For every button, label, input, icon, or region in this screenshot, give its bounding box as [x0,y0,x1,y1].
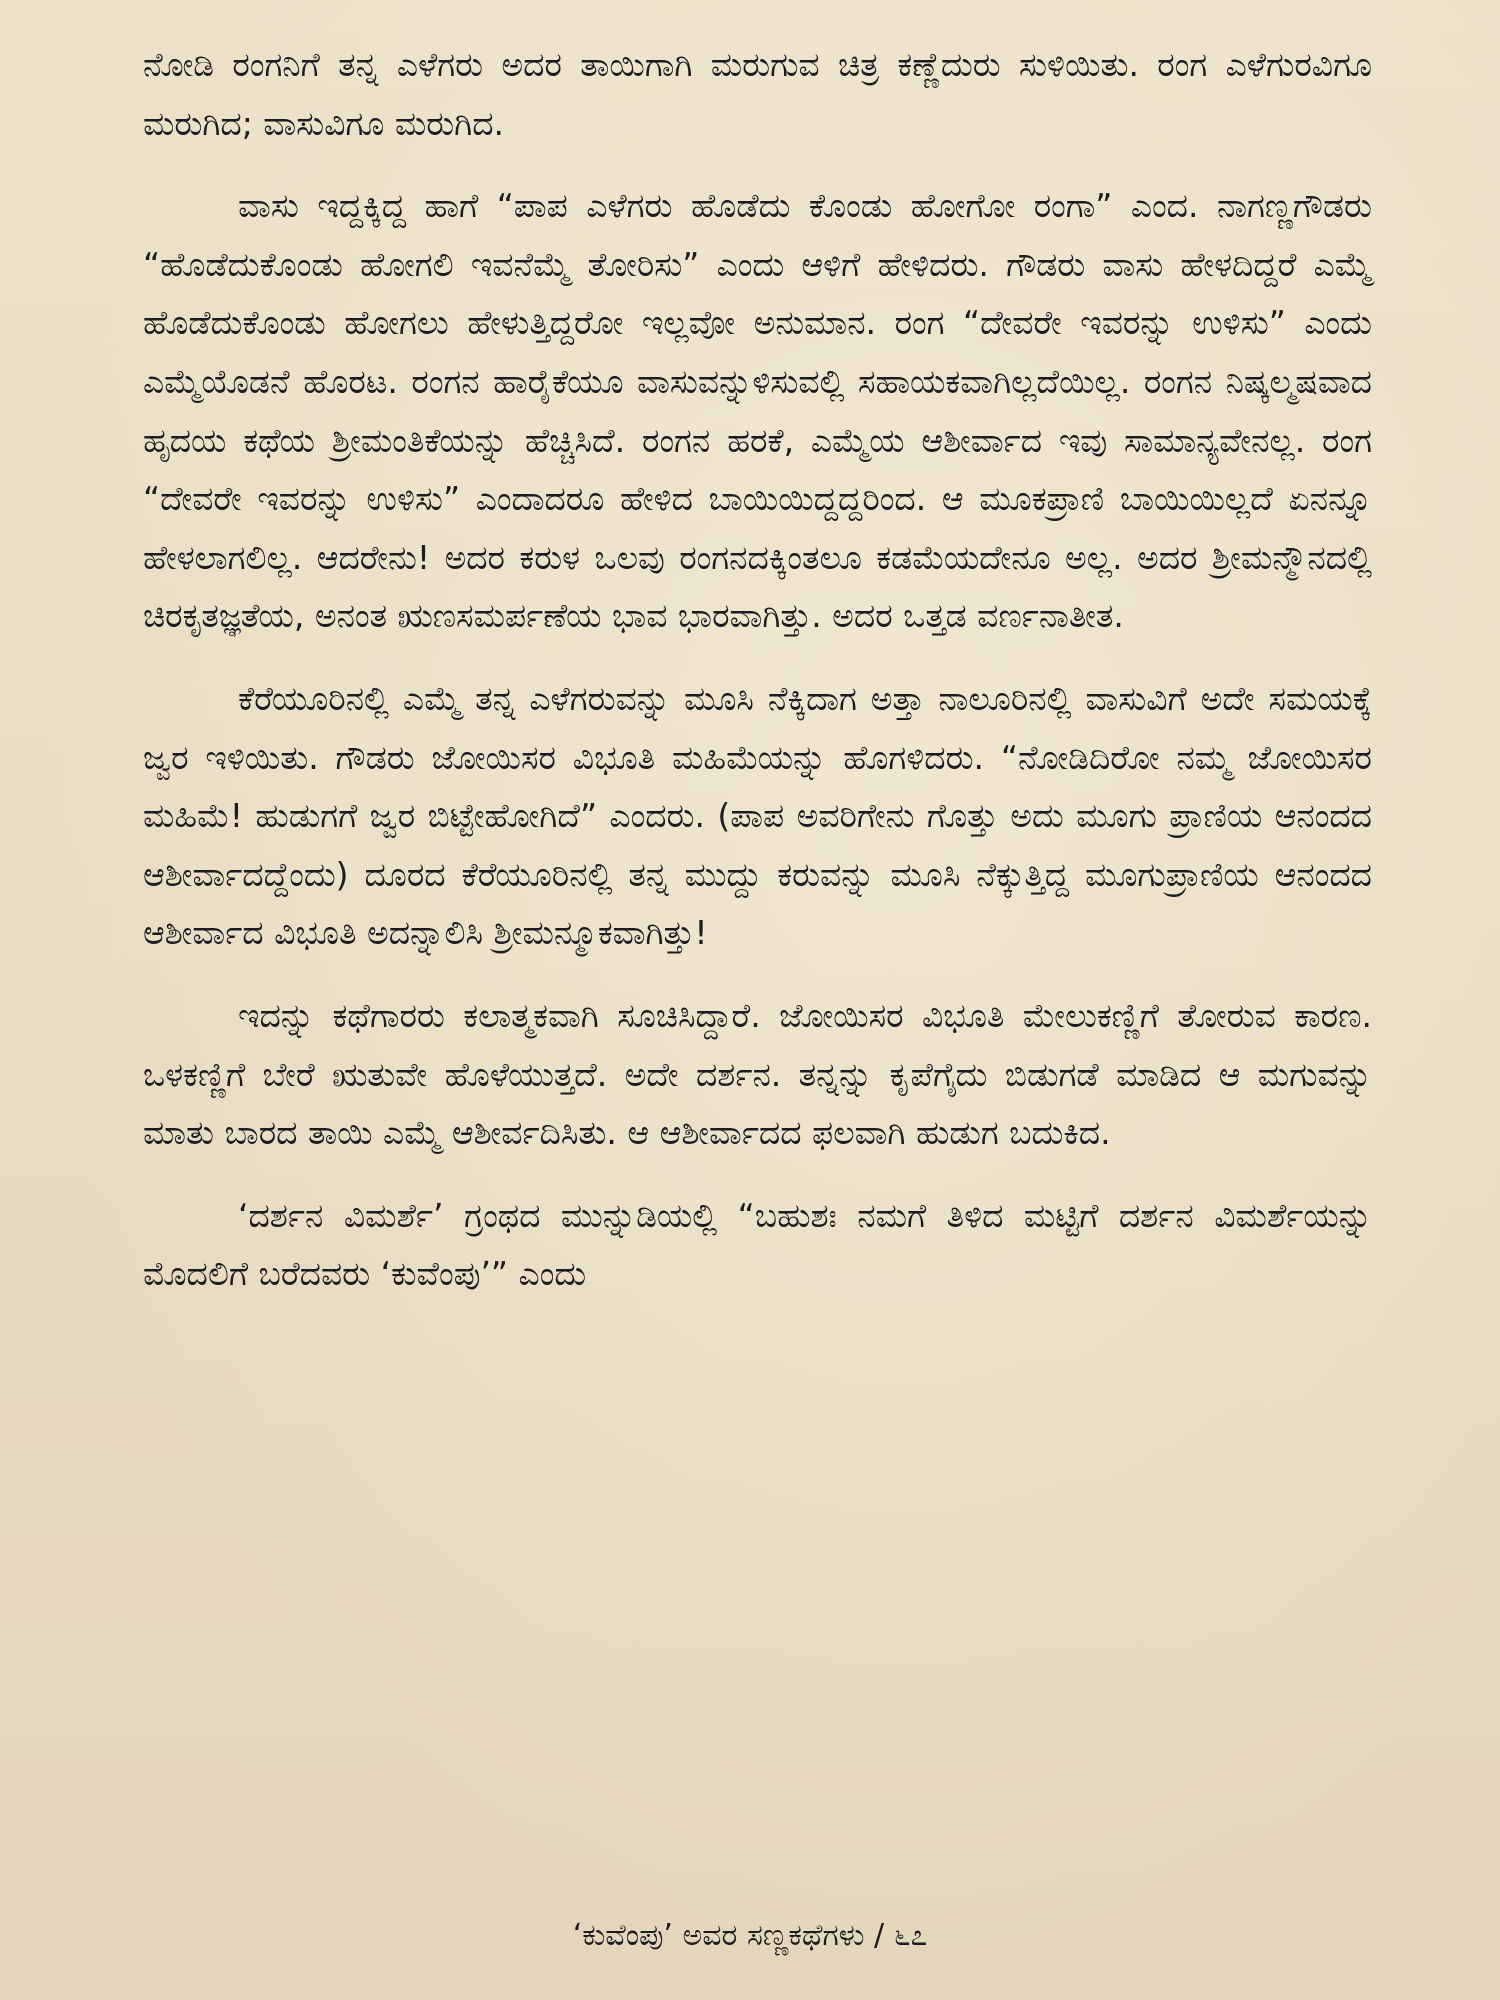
page-footer: ‘ಕುವೆಂಪು’ ಅವರ ಸಣ್ಣಕಥೆಗಳು / ೬೭ [572,1918,928,1953]
paragraph-2: ವಾಸು ಇದ್ದಕ್ಕಿದ್ದ ಹಾಗೆ “ಪಾಪ ಎಳೆಗರು ಹೊಡೆದು ಕೊಂಡು ಹೋಗೋ ರಂಗಾ” ಎಂದ. ನಾಗಣ್ಣಗೌಡರು “ಹೊಡೆದುಕೊಂಡು ಹೋಗಲಿ ಇವನೆಮ್ಮೆ ತೋರಿಸು” ಎಂದು ಆಳಿಗೆ ಹೇಳಿದರು. ಗೌಡರು ವಾಸು ಹೇಳದಿದ್ದರೆ ಎಮ್ಮೆ ಹೊಡೆದುಕೊಂಡು ಹೋಗಲು ಹೇಳುತ್ತಿದ್ದರೋ ಇಲ್ಲವೋ ಅನುಮಾನ. ರಂಗ “ದೇವರೇ ಇವರನ್ನು ಉಳಿಸು” ಎಂದು ಎಮ್ಮೆಯೊಡನೆ ಹೊರಟ. ರಂಗನ ಹಾರೈಕೆಯೂ ವಾಸುವನ್ನುಳಿಸುವಲ್ಲಿ ಸಹಾಯಕವಾಗಿಲ್ಲದೆಯಿಲ್ಲ. ರಂಗನ ನಿಷ್ಕಲ್ಮಷವಾದ ಹೃದಯ ಕಥೆಯ ಶ್ರೀಮಂತಿಕೆಯನ್ನು ಹೆಚ್ಚಿಸಿದೆ. ರಂಗನ ಹರಕೆ, ಎಮ್ಮೆಯ ಆಶೀರ್ವಾದ ಇವು ಸಾಮಾನ್ಯವೇನಲ್ಲ. ರಂಗ “ದೇವರೇ ಇವರನ್ನು ಉಳಿಸು” ಎಂದಾದರೂ ಹೇಳಿದ ಬಾಯಿಯಿದ್ದದ್ದರಿಂದ. ಆ ಮೂಕಪ್ರಾಣಿ ಬಾಯಿಯಿಲ್ಲದೆ ಏನನ್ನೂ ಹೇಳಲಾಗಲಿಲ್ಲ. ಆದರೇನು! ಅದರ ಕರುಳ ಒಲವು ರಂಗನದಕ್ಕಿಂತಲೂ ಕಡಮೆಯದೇನೂ ಅಲ್ಲ. ಅದರ ಶ್ರೀಮನ್ಮೌನದಲ್ಲಿ ಚಿರಕೃತಜ್ಞತೆಯ, ಅನಂತ ಋಣಸಮರ್ಪಣೆಯ ಭಾವ ಭಾರವಾಗಿತ್ತು. ಅದರ ಒತ್ತಡ ವರ್ಣನಾತೀತ. [143,186,1372,636]
paragraph-5: ‘ದರ್ಶನ ವಿಮರ್ಶೆ’ ಗ್ರಂಥದ ಮುನ್ನುಡಿಯಲ್ಲಿ “ಬಹುಶಃ ನಮಗೆ ತಿಳಿದ ಮಟ್ಟಿಗೆ ದರ್ಶನ ವಿಮರ್ಶೆಯನ್ನು ಮೊದಲಿಗೆ ಬರೆದವರು ‘ಕುವೆಂಪು’” ಎಂದು [143,1195,1372,1294]
paragraph-4: ಇದನ್ನು ಕಥೆಗಾರರು ಕಲಾತ್ಮಕವಾಗಿ ಸೂಚಿಸಿದ್ದಾರೆ. ಜೋಯಿಸರ ವಿಭೂತಿ ಮೇಲುಕಣ್ಣಿಗೆ ತೋರುವ ಕಾರಣ. ಒಳಕಣ್ಣಿಗೆ ಬೇರೆ ಋತುವೇ ಹೊಳೆಯುತ್ತದೆ. ಅದೇ ದರ್ಶನ. ತನ್ನನ್ನು ಕೃಪೆಗೈದು ಬಿಡುಗಡೆ ಮಾಡಿದ ಆ ಮಗುವನ್ನು ಮಾತು ಬಾರದ ತಾಯಿ ಎಮ್ಮೆ ಆಶೀರ್ವದಿಸಿತು. ಆ ಆಶೀರ್ವಾದದ ಫಲವಾಗಿ ಹುಡುಗ ಬದುಕಿದ. [143,995,1372,1153]
body-text [143,36,1372,1304]
paragraph-3: ಕೆರೆಯೂರಿನಲ್ಲಿ ಎಮ್ಮೆ ತನ್ನ ಎಳೆಗರುವನ್ನು ಮೂಸಿ ನೆಕ್ಕಿದಾಗ ಅತ್ತಾ ನಾಲೂರಿನಲ್ಲಿ ವಾಸುವಿಗೆ ಅದೇ ಸಮಯಕ್ಕೆ ಜ್ವರ ಇಳಿಯಿತು. ಗೌಡರು ಜೋಯಿಸರ ವಿಭೂತಿ ಮಹಿಮೆಯನ್ನು ಹೊಗಳಿದರು. “ನೋಡಿದಿರೋ ನಮ್ಮ ಜೋಯಿಸರ ಮಹಿಮೆ! ಹುಡುಗಗೆ ಜ್ವರ ಬಿಟ್ಟೇಹೋಗಿದೆ” ಎಂದರು. (ಪಾಪ ಅವರಿಗೇನು ಗೊತ್ತು ಅದು ಮೂಗು ಪ್ರಾಣಿಯ ಆನಂದದ ಆಶೀರ್ವಾದದ್ದೆಂದು) ದೂರದ ಕೆರೆಯೂರಿನಲ್ಲಿ ತನ್ನ ಮುದ್ದು ಕರುವನ್ನು ಮೂಸಿ ನೆಕ್ಕುತ್ತಿದ್ದ ಮೂಗುಪ್ರಾಣಿಯ ಆನಂದದ ಆಶೀರ್ವಾದ ವಿಭೂತಿ ಅದನ್ನಾಲಿಸಿ ಶ್ರೀಮನ್ಮೂಕವಾಗಿತ್ತು! [143,678,1372,953]
paragraph-1: ನೋಡಿ ರಂಗನಿಗೆ ತನ್ನ ಎಳೆಗರು ಅದರ ತಾಯಿಗಾಗಿ ಮರುಗುವ ಚಿತ್ರ ಕಣ್ಣೆದುರು ಸುಳಿಯಿತು. ರಂಗ ಎಳೆಗುರವಿಗೂ ಮರುಗಿದ; ವಾಸುವಿಗೂ ಮರುಗಿದ. [143,45,1372,143]
